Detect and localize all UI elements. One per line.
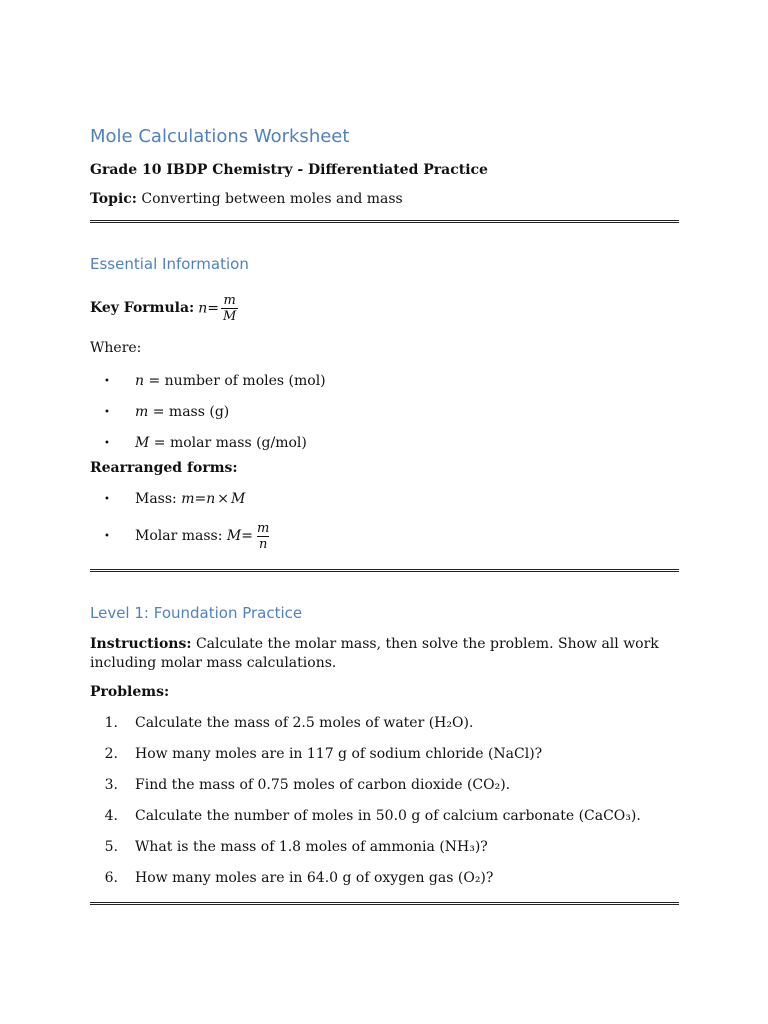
list-item xyxy=(90,800,679,831)
divider xyxy=(90,569,679,572)
problem-text: Calculate the mass of 2.5 moles of water (H₂O). xyxy=(135,714,474,731)
problem-text: Find the mass of 0.75 moles of carbon dioxide (CO₂). xyxy=(135,776,511,793)
bullet-icon: • xyxy=(104,530,110,542)
problem-list xyxy=(90,707,679,893)
key-formula xyxy=(90,293,679,324)
formula-eq: = xyxy=(207,300,219,317)
definition-symbol: m xyxy=(135,403,149,420)
divider xyxy=(90,902,679,905)
list-item: • Mass: m = n × M xyxy=(104,490,246,507)
bullet-icon: • xyxy=(104,406,110,418)
problem-number: 6. xyxy=(104,869,118,886)
list-item xyxy=(90,862,679,893)
definition-text: = molar mass (g/mol) xyxy=(149,434,307,451)
list-item xyxy=(90,366,679,397)
worksheet-content xyxy=(90,124,679,905)
where-label: Where: xyxy=(90,339,142,356)
definition-text: = mass (g) xyxy=(148,403,230,420)
problem-number: 3. xyxy=(104,776,118,793)
mass-form-label: Mass: xyxy=(135,490,182,507)
problem-text: What is the mass of 1.8 moles of ammonia (NH₃)? xyxy=(135,838,488,855)
list-item xyxy=(90,707,679,738)
topic-text: Converting between moles and mass xyxy=(141,190,403,207)
instructions-text: Calculate the molar mass, then solve the problem. Show all work including molar mass calculations. xyxy=(90,635,659,671)
molar-form-label: Molar mass: xyxy=(135,528,227,545)
list-item xyxy=(90,397,679,428)
fraction-numerator: m xyxy=(223,292,236,308)
problem-number: 4. xyxy=(104,807,118,824)
problem-text: How many moles are in 117 g of sodium chloride (NaCl)? xyxy=(135,745,543,762)
problem-number: 1. xyxy=(104,714,118,731)
definition-symbol: M xyxy=(135,434,150,451)
fraction-denominator: M xyxy=(222,308,237,324)
problem-number: 2. xyxy=(104,745,118,762)
essential-heading: Essential Information xyxy=(90,254,249,273)
rearranged-heading: Rearranged forms: xyxy=(90,459,238,476)
list-item xyxy=(90,769,679,800)
bullet-icon: • xyxy=(104,375,110,387)
definition-symbol: n xyxy=(135,372,145,389)
definition-list xyxy=(90,366,679,459)
divider xyxy=(90,220,679,223)
rearranged-list xyxy=(90,484,679,559)
list-item xyxy=(90,738,679,769)
subtitle: Grade 10 IBDP Chemistry - Differentiated Practice xyxy=(90,162,488,178)
level1-heading: Level 1: Foundation Practice xyxy=(90,603,303,622)
bullet-icon: • xyxy=(104,493,110,505)
instructions-label: Instructions: xyxy=(90,635,192,652)
page-title: Mole Calculations Worksheet xyxy=(90,126,350,147)
problem-number: 5. xyxy=(104,838,118,855)
definition-text: = number of moles (mol) xyxy=(144,372,326,389)
list-item xyxy=(90,428,679,459)
formula-lhs: n xyxy=(198,300,208,317)
key-formula-label: Key Formula: xyxy=(90,299,195,316)
problems-label: Problems: xyxy=(90,683,170,700)
problem-text: How many moles are in 64.0 g of oxygen gas (O₂)? xyxy=(135,869,494,886)
formula-fraction xyxy=(221,293,238,324)
instructions xyxy=(90,635,679,673)
topic-line xyxy=(90,190,679,209)
topic-label: Topic: xyxy=(90,190,137,207)
problem-text: Calculate the number of moles in 50.0 g of calcium carbonate (CaCO₃). xyxy=(135,807,641,824)
bullet-icon: • xyxy=(104,437,110,449)
list-item xyxy=(90,831,679,862)
list-item: • Molar mass: M = $\frac{m}{n}$ xyxy=(104,521,270,553)
molar-fraction: $\frac{m}{n}$ xyxy=(256,521,270,553)
